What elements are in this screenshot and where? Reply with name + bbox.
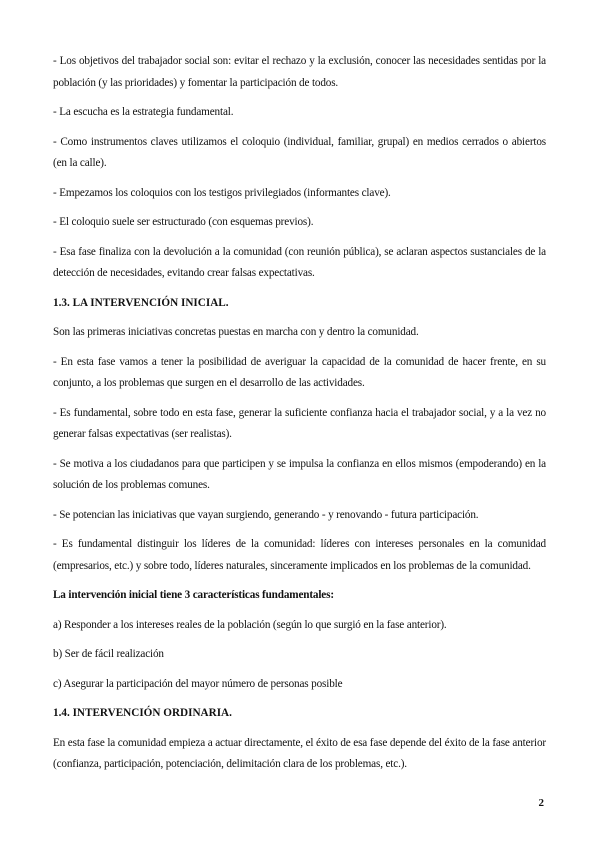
section-heading-1-3: 1.3. LA INTERVENCIÓN INICIAL. <box>53 296 229 309</box>
characteristic-item: c) Asegurar la participación del mayor número de personas posible <box>53 677 343 690</box>
paragraph: - En esta fase vamos a tener la posibilidad de averiguar la capacidad de la comunidad de hacer frente, en su conjunto, a los problemas que surgen en el desarrollo de las actividades. <box>53 355 546 389</box>
characteristic-item: b) Ser de fácil realización <box>53 648 164 660</box>
characteristics-title: La intervención inicial tiene 3 características fundamentales: <box>53 589 334 601</box>
paragraph: - Es fundamental, sobre todo en esta fase, generar la suficiente confianza hacia el trabajador social, y a la vez no generar falsas expectativas (ser realistas). <box>53 406 546 440</box>
section-heading-1-4: 1.4. INTERVENCIÓN ORDINARIA. <box>53 707 232 719</box>
paragraph: - Esa fase finaliza con la devolución a la comunidad (con reunión pública), se aclaran aspectos sustanciales de la detección de necesidades, evitando crear falsas expectativas. <box>53 245 546 279</box>
page-number: 2 <box>538 797 544 809</box>
paragraph: - Es fundamental distinguir los líderes de la comunidad: líderes con intereses personales en la comunidad (empresarios, etc.) y sobre todo, líderes naturales, sinceramente implicados en los problemas de la comunidad. <box>53 538 546 572</box>
paragraph: En esta fase la comunidad empieza a actuar directamente, el éxito de esa fase depende del éxito de la fase anterior (confianza, participación, potenciación, delimitación clara de los problemas, etc.). <box>53 736 546 770</box>
characteristic-item: a) Responder a los intereses reales de la población (según lo que surgió en la fase anterior). <box>53 618 447 631</box>
paragraph: Son las primeras iniciativas concretas puestas en marcha con y dentro la comunidad. <box>53 326 419 338</box>
page-content <box>53 51 546 784</box>
paragraph: - Se potencian las iniciativas que vayan surgiendo, generando - y renovando - futura participación. <box>53 508 479 521</box>
paragraph: - Los objetivos del trabajador social son: evitar el rechazo y la exclusión, conocer las necesidades sentidas por la población (y las prioridades) y fomentar la participación de todos. <box>53 55 546 89</box>
paragraph: - Como instrumentos claves utilizamos el coloquio (individual, familiar, grupal) en medios cerrados o abiertos (en la calle). <box>53 135 546 169</box>
paragraph: - El coloquio suele ser estructurado (con esquemas previos). <box>53 216 314 228</box>
paragraph: - La escucha es la estrategia fundamental. <box>53 106 234 118</box>
paragraph: - Empezamos los coloquios con los testigos privilegiados (informantes clave). <box>53 186 391 199</box>
paragraph: - Se motiva a los ciudadanos para que participen y se impulsa la confianza en ellos mismos (empoderando) en la solución de los problemas comunes. <box>53 457 546 491</box>
